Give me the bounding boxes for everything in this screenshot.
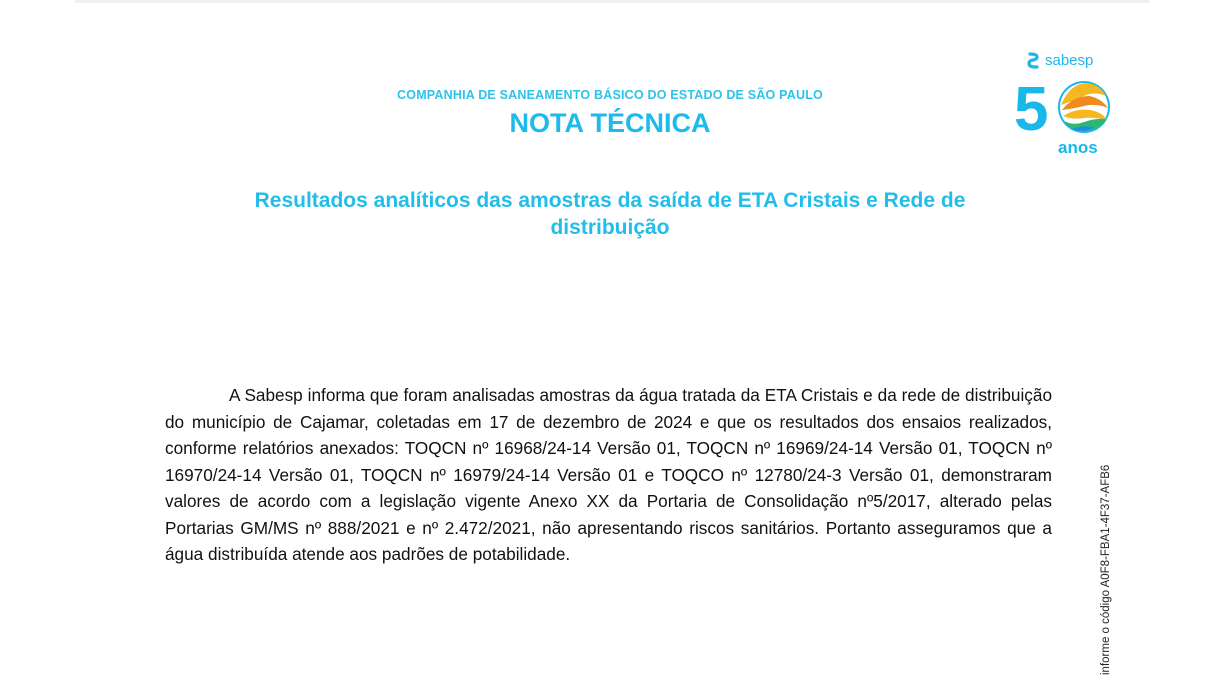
logo-brand — [1026, 52, 1093, 69]
brand-name: sabesp — [1045, 52, 1094, 69]
subject-line-2: distribuição — [550, 216, 670, 239]
subject-heading — [190, 187, 1030, 241]
sabesp-drop-icon — [1026, 52, 1042, 69]
document-title: NOTA TÉCNICA — [509, 108, 711, 138]
fifty-anniversary-mark — [1012, 74, 1122, 142]
company-name: COMPANHIA DE SANEAMENTO BÁSICO DO ESTADO DE SÃO PAULO — [397, 88, 823, 102]
top-divider — [75, 0, 1150, 3]
sabesp-50-anos-logo — [1012, 52, 1122, 162]
body-paragraph: A Sabesp informa que foram analisadas amostras da água tratada da ETA Cristais e da rede de distribuição do município de Cajamar, coletadas em 17 de dezembro de 2024 e que os resultados dos ensaios realizados, conforme relatórios anexados: TOQCN nº 16968/24-14 Versão 01, TOQCN nº 16969/24-14 Versão 01, TOQCN nº 16970/24-14 Versão 01, TOQCN nº 16979/24-14 Versão 01 e TOQCO nº 12780/24-3 Versão 01, demonstraram valores de acordo com a legislação vigente Anexo XX da Portaria de Consolidação nº5/2017, alterado pelas Portarias GM/MS nº 888/2021 e nº 2.472/2021, não apresentando riscos sanitários. Portanto asseguramos que a água distribuída atende aos padrões de potabilidade. — [165, 385, 1052, 564]
anniversary-number: 5 — [1014, 75, 1049, 142]
logo-anos-label: anos — [1058, 138, 1098, 157]
verification-code-text: informe o código A0F8-FBA1-4F37-AFB6 — [1100, 464, 1112, 675]
subject-line-1: Resultados analíticos das amostras da saída de ETA Cristais e Rede de — [254, 189, 966, 212]
verification-code-margin — [1092, 425, 1122, 675]
